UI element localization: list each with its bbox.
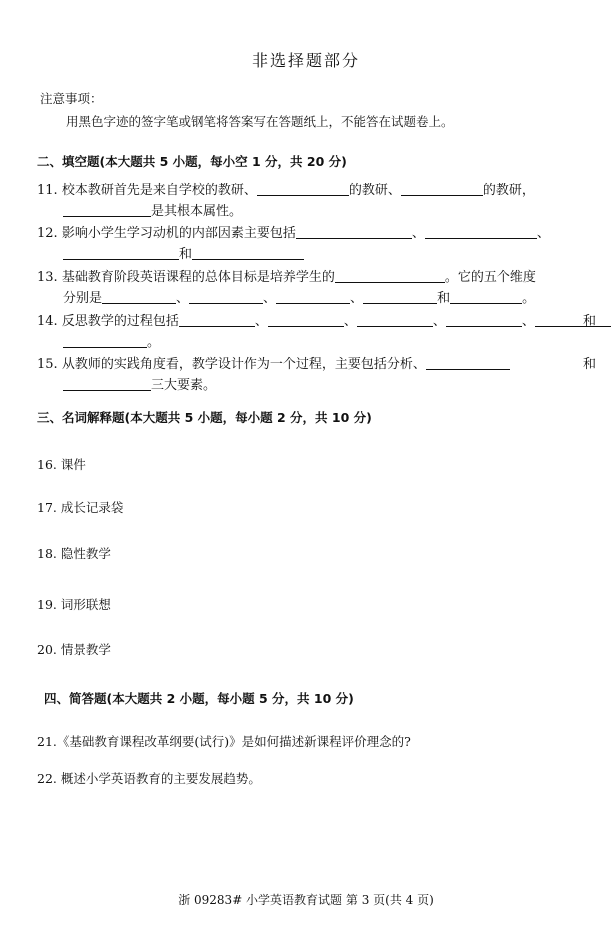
answer-blank <box>63 335 147 348</box>
question-text: 三大要素。 <box>151 378 217 393</box>
page-title: 非选择题部分 <box>251 51 360 70</box>
question-14 <box>37 310 611 329</box>
question-16 <box>37 455 86 473</box>
question-18 <box>37 544 111 562</box>
answer-blank <box>401 183 483 196</box>
answer-blank <box>63 378 151 391</box>
question-number: 15. <box>37 357 58 372</box>
notice-text: 用黑色字迹的签字笔或钢笔将答案写在答题纸上，不能答在试题卷上。 <box>66 114 454 129</box>
answer-blank <box>335 270 445 283</box>
question-text: 的教研， <box>482 183 535 198</box>
section-term-definition-heading: 三、名词解释题(本大题共 5 小题，每小题 2 分，共 10 分) <box>37 410 372 425</box>
answer-blank <box>446 314 522 327</box>
question-13 <box>37 266 536 285</box>
answer-blank <box>450 291 522 304</box>
question-21 <box>37 732 411 750</box>
question-text: 、 <box>521 314 535 329</box>
question-14-cont <box>63 331 160 350</box>
question-text: 课件 <box>60 457 86 472</box>
answer-blank <box>426 357 510 370</box>
question-text: 基础教育阶段英语课程的总体目标是培养学生的 <box>61 270 335 285</box>
question-text: 和 <box>179 247 193 262</box>
question-text: 、 <box>350 291 364 306</box>
question-text: 分别是 <box>63 291 103 306</box>
answer-blank <box>425 226 537 239</box>
answer-blank <box>357 314 433 327</box>
question-text: 和 <box>437 291 451 306</box>
question-22 <box>37 769 261 787</box>
question-text: 。它的五个维度 <box>444 270 536 285</box>
question-15 <box>37 353 510 372</box>
page-footer: 浙 09283# 小学英语教育试题 第 3 页(共 4 页) <box>178 893 434 907</box>
question-text: 是其根本属性。 <box>151 204 243 219</box>
section-fill-blank-heading: 二、填空题(本大题共 5 小题，每小空 1 分，共 20 分) <box>37 154 347 169</box>
question-11-cont <box>63 200 242 219</box>
question-13-cont <box>63 287 535 306</box>
answer-blank <box>268 314 344 327</box>
question-text: 影响小学生学习动机的内部因素主要包括 <box>61 226 296 241</box>
question-text: 校本教研首先是来自学校的教研、 <box>61 183 257 198</box>
question-number: 17. <box>37 500 57 515</box>
question-text: 、 <box>343 314 357 329</box>
question-text: 概述小学英语教育的主要发展趋势。 <box>60 771 261 786</box>
question-12-cont <box>63 243 304 262</box>
answer-blank <box>296 226 412 239</box>
notice-heading: 注意事项： <box>40 91 103 106</box>
question-text: 、 <box>254 314 268 329</box>
question-text: 隐性教学 <box>60 546 111 561</box>
question-number: 14. <box>37 314 58 329</box>
question-number: 19. <box>37 597 57 612</box>
question-number: 13. <box>37 270 58 285</box>
question-text: 从教师的实践角度看，教学设计作为一个过程，主要包括分析、 <box>61 357 426 372</box>
answer-blank <box>63 204 151 217</box>
question-text: 词形联想 <box>60 597 111 612</box>
answer-blank <box>363 291 437 304</box>
answer-blank <box>535 314 611 327</box>
question-14-and: 和 <box>583 314 597 329</box>
question-text: 的教研、 <box>348 183 401 198</box>
question-20 <box>37 640 111 658</box>
question-19 <box>37 595 111 613</box>
question-text: 。 <box>147 335 161 350</box>
question-17 <box>37 498 123 516</box>
section-short-answer-heading: 四、简答题(本大题共 2 小题，每小题 5 分，共 10 分) <box>44 691 354 706</box>
question-number: 21. <box>37 734 57 749</box>
question-number: 11. <box>37 183 58 198</box>
question-number: 18. <box>37 546 57 561</box>
question-text: 、 <box>263 291 277 306</box>
question-number: 22. <box>37 771 57 786</box>
question-text: 反思教学的过程包括 <box>61 314 179 329</box>
question-text: 、 <box>432 314 446 329</box>
answer-blank <box>102 291 176 304</box>
question-text: 《基础教育课程改革纲要(试行)》是如何描述新课程评价理念的? <box>56 734 411 749</box>
answer-blank <box>276 291 350 304</box>
answer-blank <box>189 291 263 304</box>
question-text: 、 <box>411 226 425 241</box>
question-15-cont <box>63 374 216 393</box>
question-number: 16. <box>37 457 57 472</box>
question-15-and: 和 <box>583 357 597 372</box>
question-text: 、 <box>536 226 550 241</box>
question-number: 20. <box>37 642 57 657</box>
question-text: 。 <box>522 291 536 306</box>
answer-blank <box>179 314 255 327</box>
question-text: 情景教学 <box>60 642 111 657</box>
question-number: 12. <box>37 226 58 241</box>
question-12 <box>37 222 550 241</box>
question-text: 、 <box>176 291 190 306</box>
answer-blank <box>257 183 349 196</box>
question-text: 成长记录袋 <box>60 500 124 515</box>
question-11 <box>37 179 535 198</box>
answer-blank <box>192 247 304 260</box>
answer-blank <box>63 247 179 260</box>
